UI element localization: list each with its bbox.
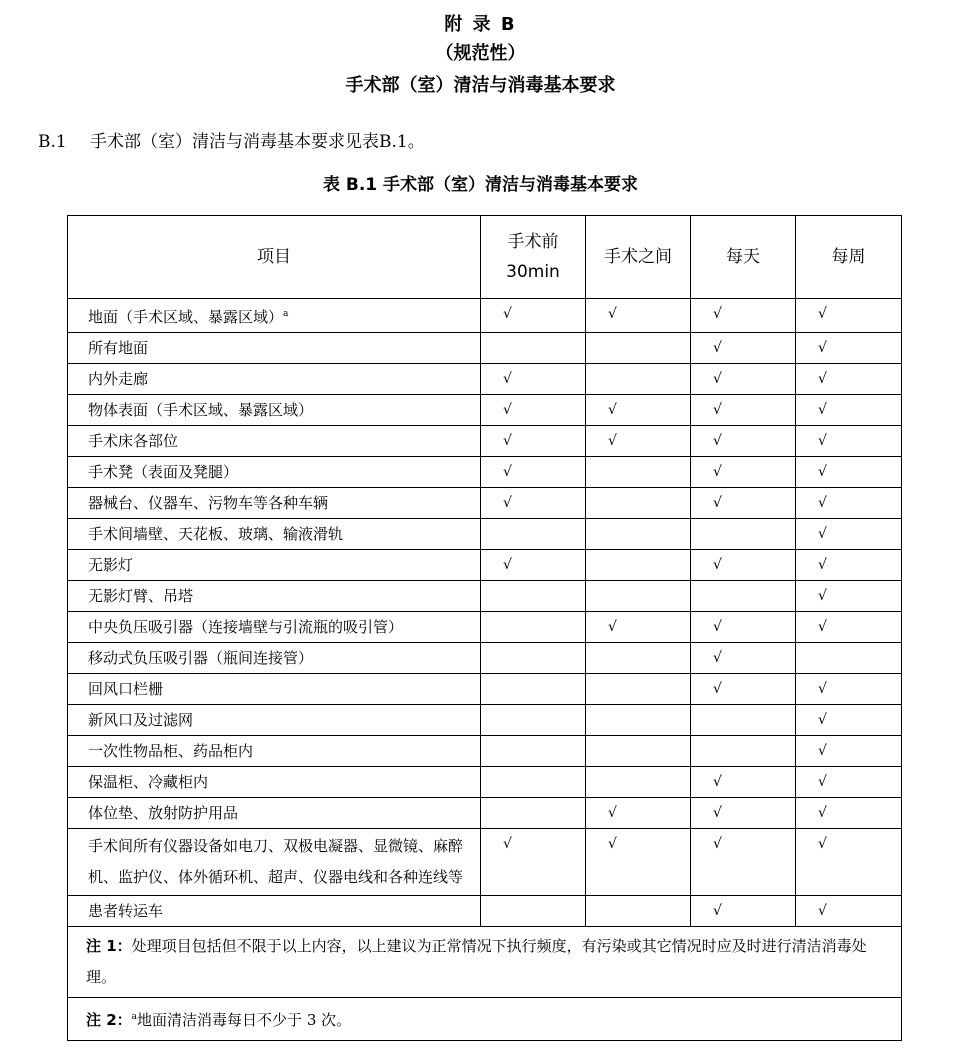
row-item-label: 内外走廊: [88, 370, 149, 388]
check-mark-icon: √: [713, 903, 722, 919]
check-mark-icon: √: [713, 306, 722, 322]
frequency-cell: [691, 457, 796, 488]
frequency-cell: [796, 457, 902, 488]
frequency-cell: [586, 674, 691, 705]
frequency-cell: [481, 426, 586, 457]
table-row: [68, 798, 902, 829]
frequency-cell: [586, 643, 691, 674]
frequency-cell: [691, 550, 796, 581]
check-mark-icon: √: [818, 805, 827, 821]
check-mark-icon: √: [608, 433, 617, 449]
row-item-cell: [68, 798, 481, 829]
frequency-cell: [481, 581, 586, 612]
check-mark-icon: √: [503, 371, 512, 387]
frequency-cell: [796, 333, 902, 364]
table-row: [68, 519, 902, 550]
note-2: [68, 998, 902, 1041]
check-mark-icon: √: [503, 836, 512, 852]
frequency-cell: [691, 896, 796, 927]
check-mark-icon: √: [503, 557, 512, 573]
frequency-cell: [481, 674, 586, 705]
check-mark-icon: √: [818, 712, 827, 728]
row-item-label: 保温柜、冷藏柜内: [88, 773, 209, 791]
row-item-label: 手术间墙壁、天花板、玻璃、输液滑轨: [88, 525, 344, 543]
frequency-cell: [586, 333, 691, 364]
frequency-cell: [481, 798, 586, 829]
row-item-cell: [68, 705, 481, 736]
frequency-cell: [796, 426, 902, 457]
frequency-cell: [586, 896, 691, 927]
table-row: [68, 333, 902, 364]
requirements-table: [67, 215, 902, 1041]
frequency-cell: [796, 767, 902, 798]
row-item-cell: [68, 896, 481, 927]
check-mark-icon: √: [713, 371, 722, 387]
frequency-cell: [796, 364, 902, 395]
check-mark-icon: √: [503, 306, 512, 322]
frequency-cell: [586, 488, 691, 519]
row-item-cell: [68, 736, 481, 767]
frequency-cell: [691, 333, 796, 364]
appendix-title: 手术部（室）清洁与消毒基本要求: [345, 75, 616, 96]
row-item-label: 移动式负压吸引器（瓶间连接管）: [88, 649, 314, 667]
check-mark-icon: √: [713, 681, 722, 697]
row-item-label: 物体表面（手术区域、暴露区域）: [88, 401, 314, 419]
table-row: [68, 643, 902, 674]
table-caption: 表 B.1 手术部（室）清洁与消毒基本要求: [322, 175, 639, 195]
table-body: [68, 299, 902, 927]
frequency-cell: [481, 612, 586, 643]
row-item-label: 所有地面: [88, 339, 149, 357]
column-header-item: 项目: [68, 216, 481, 299]
row-item-label: 手术凳（表面及凳腿）: [88, 463, 239, 481]
frequency-cell: [691, 299, 796, 333]
table-row: [68, 457, 902, 488]
check-mark-icon: √: [713, 774, 722, 790]
column-header-weekly: 每周: [796, 216, 902, 299]
table-row: [68, 581, 902, 612]
column-header-before-surgery: 手术前30min: [481, 216, 586, 299]
frequency-cell: [796, 896, 902, 927]
check-mark-icon: √: [818, 743, 827, 759]
table-row: [68, 736, 902, 767]
frequency-cell: [691, 364, 796, 395]
frequency-cell: [586, 736, 691, 767]
check-mark-icon: √: [503, 464, 512, 480]
check-mark-icon: √: [818, 464, 827, 480]
column-header-daily: 每天: [691, 216, 796, 299]
note-text: 处理项目包括但不限于以上内容，以上建议为正常情况下执行频度，有污染或其它情况时应及时进行清洁消毒处理。: [86, 937, 867, 986]
column-header-between-surgeries: 手术之间: [586, 216, 691, 299]
row-item-cell: [68, 550, 481, 581]
check-mark-icon: √: [503, 402, 512, 418]
row-item-cell: [68, 299, 481, 333]
frequency-cell: [481, 395, 586, 426]
check-mark-icon: √: [713, 836, 722, 852]
check-mark-icon: √: [818, 774, 827, 790]
check-mark-icon: √: [713, 650, 722, 666]
check-mark-icon: √: [818, 681, 827, 697]
frequency-cell: [586, 767, 691, 798]
row-item-label: 地面（手术区域、暴露区域）: [88, 308, 284, 326]
frequency-cell: [691, 798, 796, 829]
check-mark-icon: √: [818, 433, 827, 449]
frequency-cell: [796, 519, 902, 550]
check-mark-icon: √: [608, 836, 617, 852]
row-item-label: 手术间所有仪器设备如电刀、双极电凝器、显微镜、麻醉机、监护仪、体外循环机、超声、仪器电线和各种连线等: [88, 837, 464, 886]
note-row: [68, 927, 902, 998]
frequency-cell: [481, 705, 586, 736]
frequency-cell: [796, 736, 902, 767]
frequency-cell: [796, 299, 902, 333]
frequency-cell: [481, 643, 586, 674]
check-mark-icon: √: [503, 433, 512, 449]
frequency-cell: [481, 488, 586, 519]
check-mark-icon: √: [818, 306, 827, 322]
frequency-cell: [481, 767, 586, 798]
table-row: [68, 829, 902, 896]
row-item-label: 体位垫、放射防护用品: [88, 804, 239, 822]
row-item-label: 回风口栏栅: [88, 680, 164, 698]
table-row: [68, 767, 902, 798]
frequency-cell: [691, 426, 796, 457]
frequency-cell: [796, 550, 902, 581]
frequency-cell: [691, 519, 796, 550]
row-item-label: 器械台、仪器车、污物车等各种车辆: [88, 494, 329, 512]
note-label: 注 2：: [86, 1011, 132, 1029]
check-mark-icon: √: [818, 836, 827, 852]
table-header-row: [68, 216, 902, 299]
check-mark-icon: √: [608, 619, 617, 635]
intro-text: 手术部（室）清洁与消毒基本要求见表B.1。: [90, 132, 425, 152]
row-item-cell: [68, 612, 481, 643]
appendix-heading: 附 录 B: [444, 14, 517, 35]
frequency-cell: [691, 612, 796, 643]
frequency-cell: [691, 643, 796, 674]
row-item-label: 无影灯: [88, 556, 134, 574]
check-mark-icon: √: [818, 903, 827, 919]
frequency-cell: [796, 674, 902, 705]
frequency-cell: [481, 519, 586, 550]
frequency-cell: [796, 798, 902, 829]
clause-number: B.1: [38, 132, 67, 152]
row-item-label: 中央负压吸引器（连接墙壁与引流瓶的吸引管）: [88, 618, 404, 636]
table-row: [68, 299, 902, 333]
frequency-cell: [691, 705, 796, 736]
frequency-cell: [796, 643, 902, 674]
row-item-cell: [68, 395, 481, 426]
frequency-cell: [796, 829, 902, 896]
check-mark-icon: √: [818, 402, 827, 418]
note-1: [68, 927, 902, 998]
check-mark-icon: √: [608, 805, 617, 821]
check-mark-icon: √: [818, 526, 827, 542]
frequency-cell: [586, 550, 691, 581]
check-mark-icon: √: [818, 557, 827, 573]
frequency-cell: [586, 829, 691, 896]
row-item-cell: [68, 426, 481, 457]
row-item-cell: [68, 364, 481, 395]
row-item-label: 无影灯臂、吊塔: [88, 587, 194, 605]
frequency-cell: [691, 767, 796, 798]
row-item-cell: [68, 767, 481, 798]
frequency-cell: [586, 519, 691, 550]
row-item-cell: [68, 643, 481, 674]
check-mark-icon: √: [818, 588, 827, 604]
frequency-cell: [586, 426, 691, 457]
row-item-cell: [68, 519, 481, 550]
frequency-cell: [586, 705, 691, 736]
row-item-cell: [68, 488, 481, 519]
check-mark-icon: √: [818, 619, 827, 635]
frequency-cell: [586, 299, 691, 333]
frequency-cell: [691, 736, 796, 767]
frequency-cell: [586, 395, 691, 426]
check-mark-icon: √: [608, 306, 617, 322]
frequency-cell: [796, 612, 902, 643]
frequency-cell: [691, 829, 796, 896]
frequency-cell: [691, 488, 796, 519]
appendix-nature: （规范性）: [435, 43, 526, 64]
row-item-label: 一次性物品柜、药品柜内: [88, 742, 254, 760]
check-mark-icon: √: [503, 495, 512, 511]
table-row: [68, 426, 902, 457]
check-mark-icon: √: [713, 402, 722, 418]
row-item-cell: [68, 581, 481, 612]
frequency-cell: [586, 612, 691, 643]
frequency-cell: [586, 581, 691, 612]
row-item-label: 手术床各部位: [88, 432, 179, 450]
check-mark-icon: √: [713, 805, 722, 821]
frequency-cell: [691, 395, 796, 426]
check-mark-icon: √: [713, 433, 722, 449]
note-label: 注 1：: [86, 937, 132, 955]
table-row: [68, 896, 902, 927]
frequency-cell: [481, 364, 586, 395]
frequency-cell: [796, 395, 902, 426]
frequency-cell: [586, 457, 691, 488]
row-item-superscript: a: [283, 309, 289, 319]
table-row: [68, 488, 902, 519]
note-row: [68, 998, 902, 1041]
frequency-cell: [481, 457, 586, 488]
check-mark-icon: √: [713, 619, 722, 635]
check-mark-icon: √: [713, 464, 722, 480]
frequency-cell: [796, 581, 902, 612]
row-item-label: 患者转运车: [88, 902, 164, 920]
table-row: [68, 395, 902, 426]
table-row: [68, 364, 902, 395]
check-mark-icon: √: [713, 495, 722, 511]
note-superscript: a: [131, 1012, 138, 1022]
frequency-cell: [481, 896, 586, 927]
check-mark-icon: √: [713, 340, 722, 356]
table-row: [68, 705, 902, 736]
row-item-cell: [68, 457, 481, 488]
note-text: 地面清洁消毒每日不少于 3 次。: [137, 1011, 352, 1029]
table-row: [68, 612, 902, 643]
frequency-cell: [481, 550, 586, 581]
table-row: [68, 550, 902, 581]
check-mark-icon: √: [818, 340, 827, 356]
row-item-cell: [68, 829, 481, 896]
row-item-cell: [68, 674, 481, 705]
frequency-cell: [796, 488, 902, 519]
table-row: [68, 674, 902, 705]
check-mark-icon: √: [818, 495, 827, 511]
frequency-cell: [481, 333, 586, 364]
frequency-cell: [586, 364, 691, 395]
frequency-cell: [691, 674, 796, 705]
check-mark-icon: √: [608, 402, 617, 418]
frequency-cell: [481, 829, 586, 896]
frequency-cell: [586, 798, 691, 829]
frequency-cell: [796, 705, 902, 736]
intro-paragraph: [38, 130, 425, 154]
frequency-cell: [481, 299, 586, 333]
check-mark-icon: √: [818, 371, 827, 387]
frequency-cell: [481, 736, 586, 767]
row-item-label: 新风口及过滤网: [88, 711, 194, 729]
check-mark-icon: √: [713, 557, 722, 573]
frequency-cell: [691, 581, 796, 612]
row-item-cell: [68, 333, 481, 364]
